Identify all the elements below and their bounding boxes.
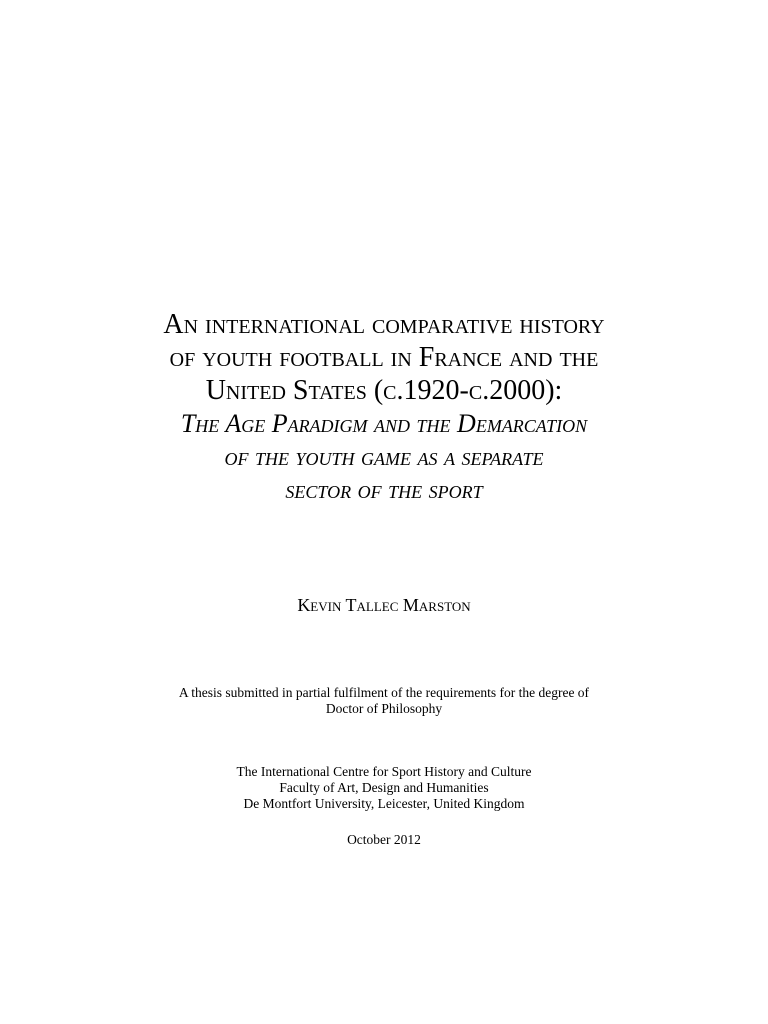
university-name: De Montfort University, Leicester, United Kingdom [243, 796, 525, 811]
submission-date: October 2012 [347, 832, 421, 847]
author-name: Kevin Tallec Marston [297, 595, 471, 615]
thesis-statement: A thesis submitted in partial fulfilment of the requirements for the degree of [178, 685, 590, 700]
degree-name: Doctor of Philosophy [325, 701, 443, 716]
title-line-1: An international comparative history [163, 309, 605, 340]
subtitle-line-2: of the youth game as a separate [224, 442, 544, 471]
subtitle-line-3: sector of the sport [285, 475, 483, 504]
centre-name: The International Centre for Sport History and Culture [236, 764, 532, 779]
title-line-2: of youth football in France and the [169, 342, 599, 373]
subtitle-line-1: The Age Paradigm and the Demarcation [180, 409, 588, 438]
title-line-3: United States (c.1920-c.2000): [205, 375, 563, 406]
faculty-name: Faculty of Art, Design and Humanities [279, 780, 489, 795]
